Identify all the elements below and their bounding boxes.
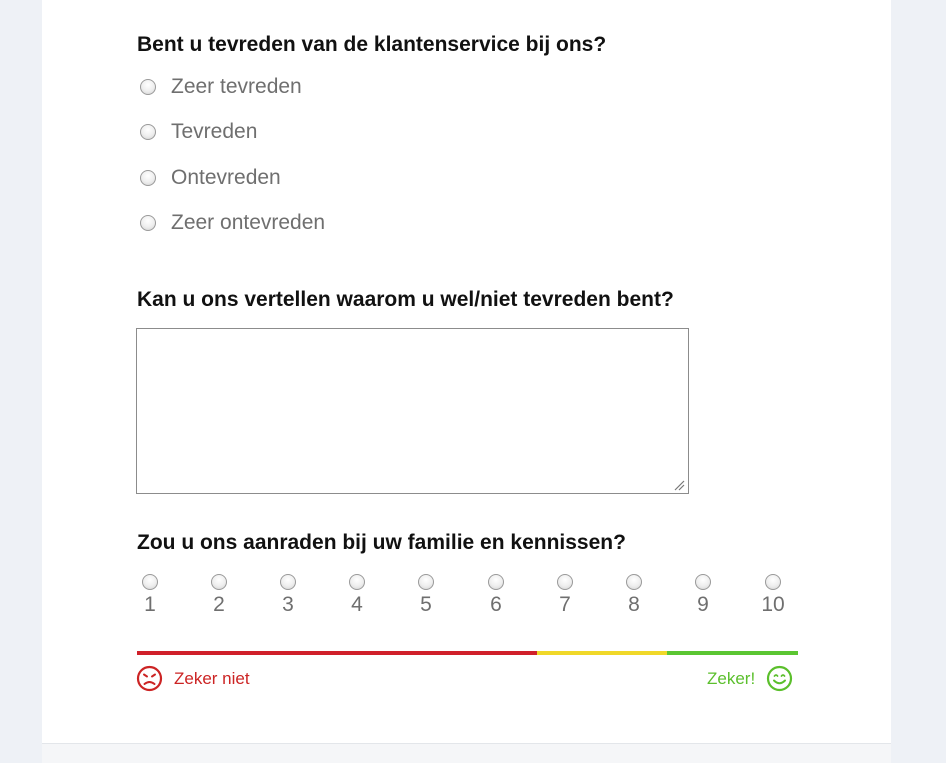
radio-button[interactable]	[765, 574, 781, 590]
card-footer-divider	[42, 743, 891, 763]
scale-option-1[interactable]	[130, 574, 170, 626]
radio-button[interactable]	[140, 170, 156, 186]
scale-number: 7	[559, 593, 571, 616]
question-reason-title: Kan u ons vertellen waarom u wel/niet tevreden bent?	[137, 288, 674, 311]
resize-grip-icon[interactable]	[673, 479, 685, 491]
reason-textarea[interactable]	[136, 328, 689, 494]
radio-button[interactable]	[280, 574, 296, 590]
scale-option-5[interactable]	[406, 574, 446, 626]
option-tevreden[interactable]	[140, 119, 257, 145]
scale-option-8[interactable]	[614, 574, 654, 626]
scale-number: 10	[761, 593, 785, 616]
scale-legend-low	[136, 665, 250, 692]
scale-number: 2	[213, 593, 225, 616]
scale-number: 6	[490, 593, 502, 616]
option-label: Zeer ontevreden	[171, 211, 326, 234]
option-label: Zeer tevreden	[171, 75, 302, 98]
scale-option-9[interactable]	[683, 574, 723, 626]
scale-option-7[interactable]	[545, 574, 585, 626]
radio-button[interactable]	[626, 574, 642, 590]
scale-number: 9	[697, 593, 709, 616]
radio-button[interactable]	[695, 574, 711, 590]
radio-button[interactable]	[349, 574, 365, 590]
radio-button[interactable]	[142, 574, 158, 590]
question-recommend-title: Zou u ons aanraden bij uw familie en kennissen?	[137, 531, 626, 554]
scale-number: 1	[144, 593, 156, 616]
option-ontevreden[interactable]	[140, 165, 281, 191]
scale-bar-low	[137, 651, 537, 655]
radio-button[interactable]	[557, 574, 573, 590]
scale-number: 4	[351, 593, 363, 616]
scale-option-3[interactable]	[268, 574, 308, 626]
radio-button[interactable]	[211, 574, 227, 590]
scale-bar-mid	[537, 651, 667, 655]
smiley-face-icon	[766, 665, 793, 692]
radio-button[interactable]	[140, 215, 156, 231]
scale-bar-high	[667, 651, 798, 655]
scale-low-label: Zeker niet	[174, 668, 250, 688]
scale-number: 3	[282, 593, 294, 616]
scale-high-label: Zeker!	[707, 668, 756, 688]
option-zeer-tevreden[interactable]	[140, 74, 302, 100]
scale-option-4[interactable]	[337, 574, 377, 626]
scale-number: 5	[420, 593, 432, 616]
radio-button[interactable]	[140, 79, 156, 95]
sad-face-icon	[136, 665, 163, 692]
question-satisfaction-title: Bent u tevreden van de klantenservice bij ons?	[137, 33, 607, 56]
scale-option-6[interactable]	[476, 574, 516, 626]
radio-button[interactable]	[140, 124, 156, 140]
radio-button[interactable]	[418, 574, 434, 590]
option-zeer-ontevreden[interactable]	[140, 210, 325, 236]
scale-option-10[interactable]	[753, 574, 793, 626]
option-label: Tevreden	[171, 120, 258, 143]
option-label: Ontevreden	[171, 166, 281, 189]
radio-button[interactable]	[488, 574, 504, 590]
scale-option-2[interactable]	[199, 574, 239, 626]
scale-legend-high	[707, 665, 793, 692]
scale-number: 8	[628, 593, 640, 616]
